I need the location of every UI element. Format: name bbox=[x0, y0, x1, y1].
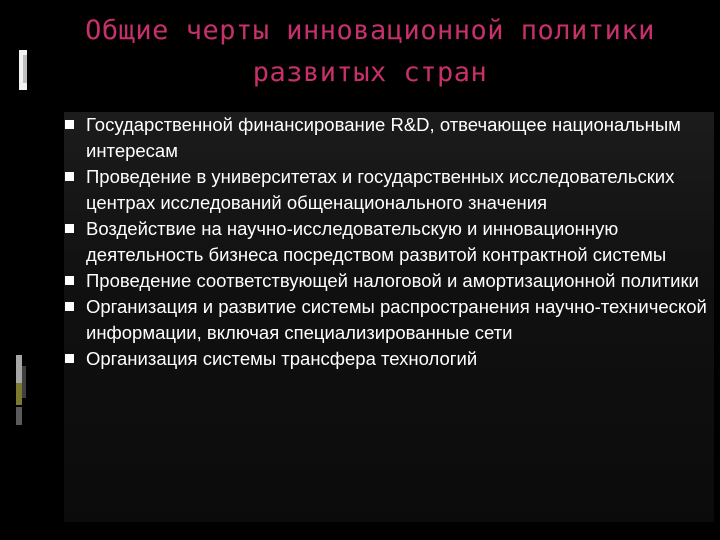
square-bullet-icon bbox=[65, 276, 74, 285]
slide-title bbox=[40, 10, 700, 94]
list-item bbox=[86, 216, 714, 268]
square-bullet-icon bbox=[65, 120, 74, 129]
slide-title-line-2: развитых стран bbox=[252, 57, 488, 88]
list-item-text: Организация системы трансфера технологий bbox=[86, 348, 478, 369]
list-item bbox=[86, 112, 714, 164]
square-bullet-icon bbox=[65, 302, 74, 311]
content-area bbox=[64, 112, 714, 522]
list-item-text: Проведение в университетах и государственных исследовательских центрах исследований общенационального значения bbox=[86, 166, 675, 213]
list-item bbox=[86, 268, 714, 294]
list-item bbox=[86, 294, 714, 346]
list-item-text: Воздействие на научно-исследовательскую и инновационную деятельность бизнеса посредством развитой контрактной системы bbox=[86, 218, 667, 265]
decorative-bar bbox=[23, 55, 27, 83]
slide-title-line-1: Общие черты инновационной политики bbox=[85, 15, 655, 46]
list-item-text: Организация и развитие системы распространения научно-технической информации, включая специализированные сети bbox=[86, 296, 707, 343]
square-bullet-icon bbox=[65, 354, 74, 363]
list-item bbox=[86, 346, 714, 372]
bullet-list bbox=[64, 112, 714, 372]
list-item-text: Проведение соответствующей налоговой и амортизационной политики bbox=[86, 270, 699, 291]
list-item-text: Государственной финансирование R&D, отвечающее национальным интересам bbox=[86, 114, 681, 161]
decorative-bar bbox=[22, 366, 26, 398]
list-item bbox=[86, 164, 714, 216]
square-bullet-icon bbox=[65, 224, 74, 233]
square-bullet-icon bbox=[65, 172, 74, 181]
decorative-bar bbox=[16, 407, 22, 425]
